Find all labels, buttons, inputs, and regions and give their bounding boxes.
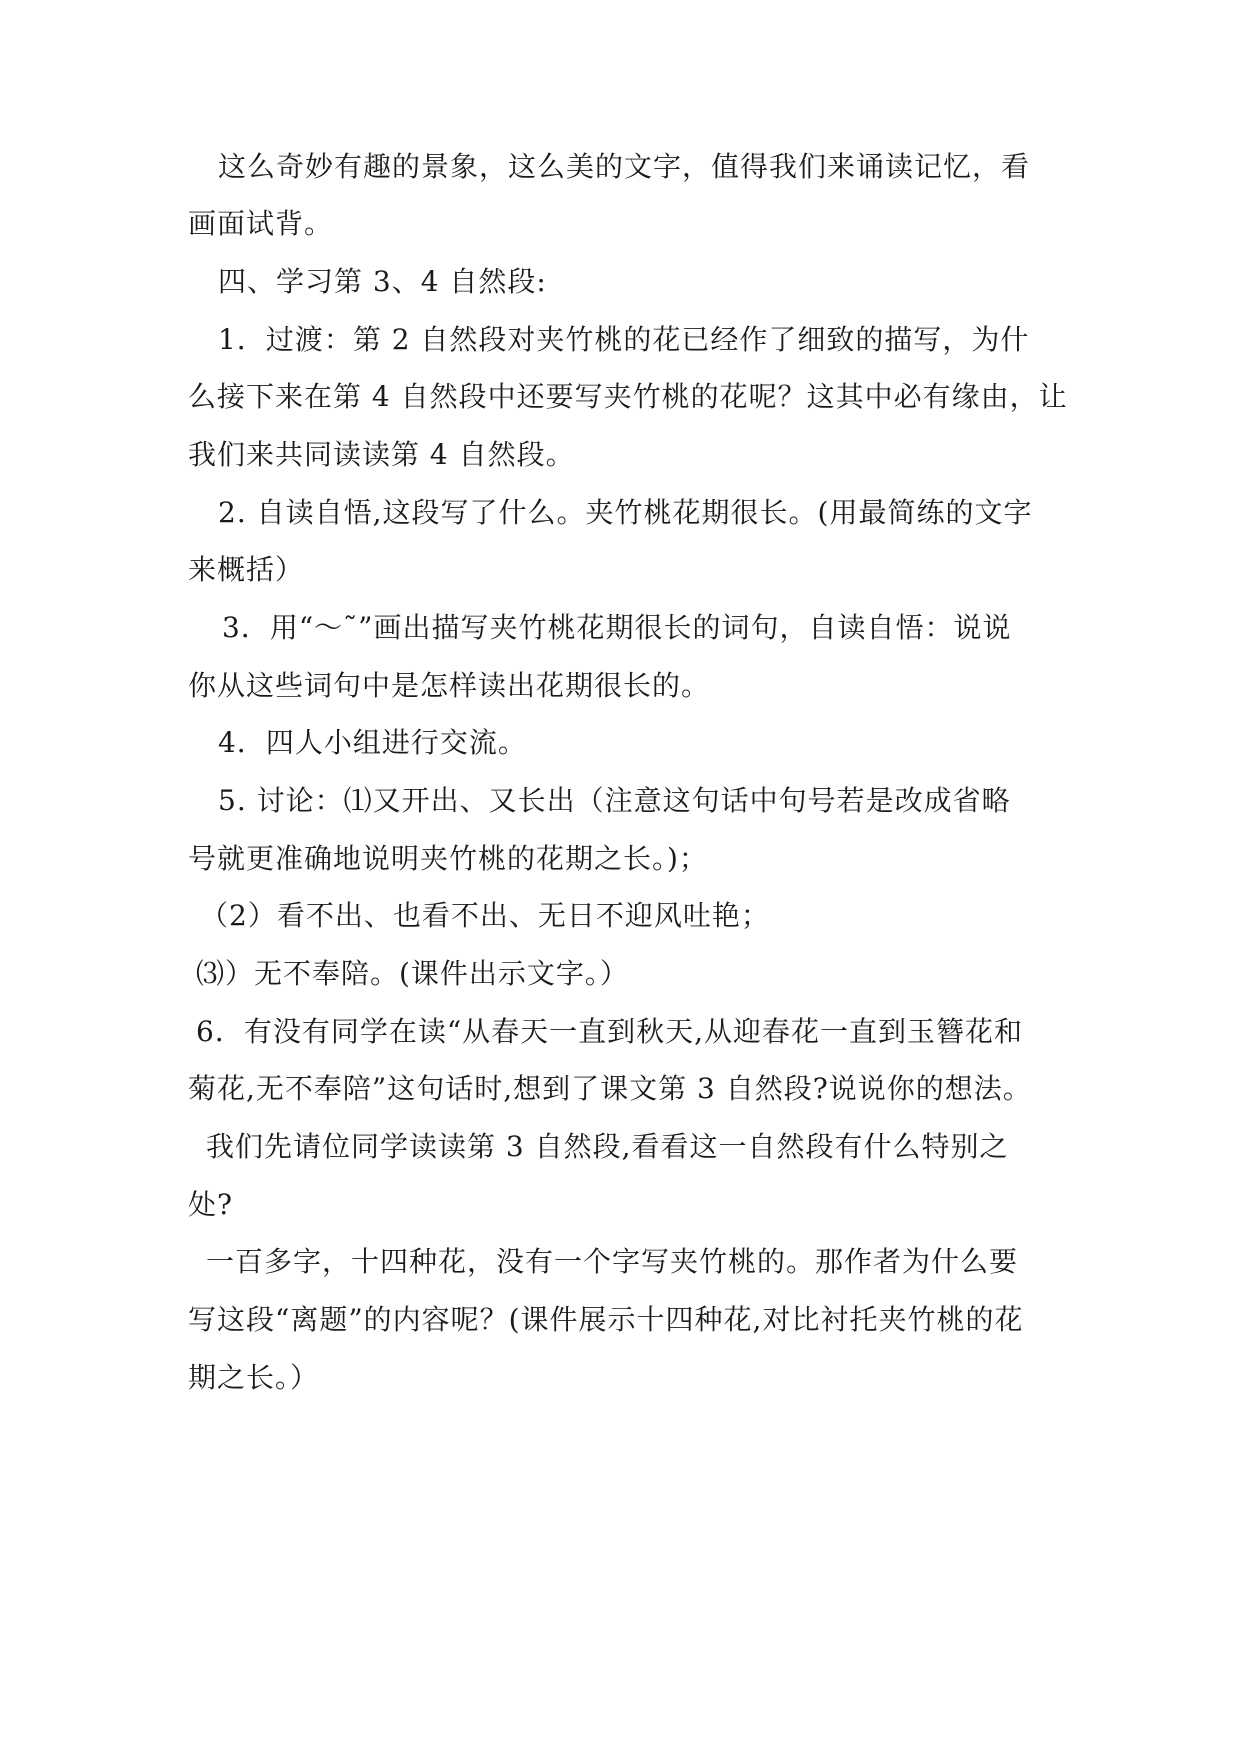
paragraph-line: 你从这些词句中是怎样读出花期很长的。 — [188, 669, 711, 702]
paragraph-line: 我们先请位同学读读第 3 自然段,看看这一自然段有什么特别之 — [206, 1130, 1009, 1163]
paragraph-line: 号就更准确地说明夹竹桃的花期之长。)； — [188, 842, 708, 875]
paragraph-line: 4．四人小组进行交流。 — [218, 726, 527, 759]
paragraph-line: 3．用“～˜”画出描写夹竹桃花期很长的词句，自读自悟：说说 — [222, 611, 1012, 644]
paragraph-line: 画面试背。 — [188, 207, 334, 240]
paragraph-line: ⑶）无不奉陪。(课件出示文字。） — [196, 957, 629, 990]
paragraph-line: 我们来共同读读第 4 自然段。 — [188, 438, 575, 471]
paragraph-line: 处? — [188, 1188, 234, 1221]
paragraph-line: 来概括） — [188, 553, 305, 586]
paragraph-line: 写这段“离题”的内容呢？(课件展示十四种花,对比衬托夹竹桃的花 — [188, 1303, 1024, 1336]
paragraph-line: 2. 自读自悟,这段写了什么。夹竹桃花期很长。(用最简练的文字 — [218, 496, 1033, 529]
paragraph-line: 1．过渡：第 2 自然段对夹竹桃的花已经作了细致的描写，为什 — [218, 323, 1030, 356]
paragraph-line: 期之长。） — [188, 1361, 320, 1394]
paragraph-line: 一百多字，十四种花，没有一个字写夹竹桃的。那作者为什么要 — [206, 1245, 1019, 1278]
paragraph-line: 菊花,无不奉陪”这句话时,想到了课文第 3 自然段?说说你的想法。 — [188, 1072, 1032, 1105]
paragraph-line: 5. 讨论：⑴又开出、又长出（注意这句话中句号若是改成省略 — [218, 784, 1011, 817]
paragraph-line: 6．有没有同学在读“从春天一直到秋天,从迎春花一直到玉簪花和 — [196, 1015, 1024, 1048]
paragraph-line: 么接下来在第 4 自然段中还要写夹竹桃的花呢？这其中必有缘由，让 — [188, 380, 1068, 413]
paragraph-line: 这么奇妙有趣的景象，这么美的文字，值得我们来诵读记忆，看 — [218, 150, 1031, 183]
section-heading: 四、学习第 3、4 自然段: — [218, 265, 547, 298]
paragraph-line: （2）看不出、也看不出、无日不迎风吐艳； — [200, 899, 770, 932]
